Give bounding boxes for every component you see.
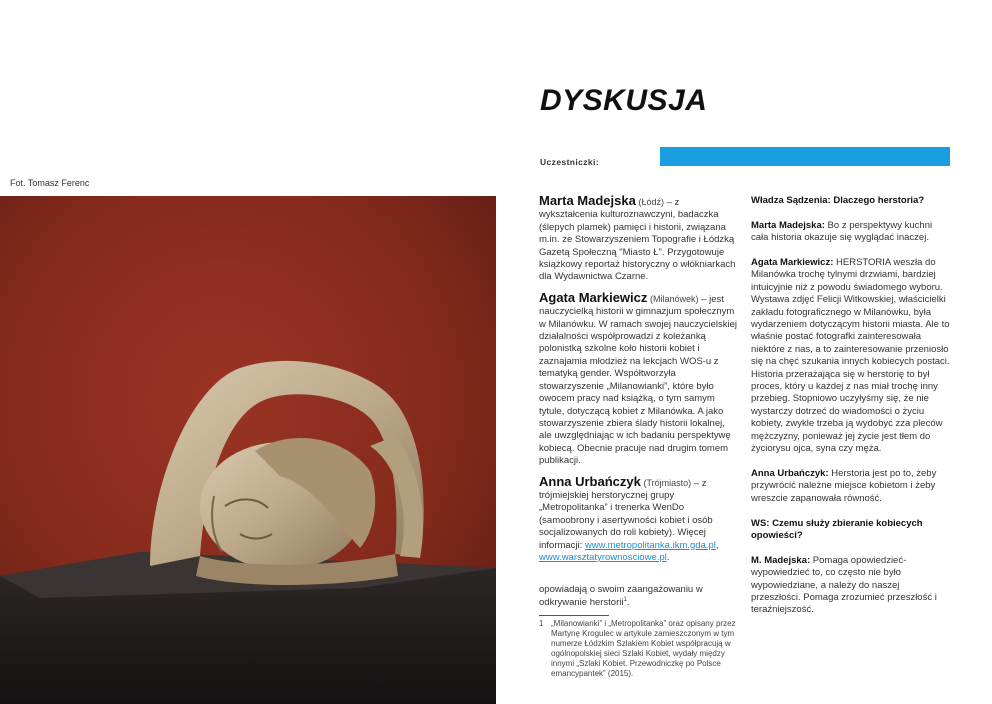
sculpture-photo [0, 196, 496, 704]
bio-marta-madejska [539, 195, 737, 284]
bio-text: – z trójmiejskiej herstorycznej grupy „Metropolitanka” i trenerka WenDo (samoobrony i asertywności kobiet i osób socjalizowanych do roli kobiety). Więcej informacji: [539, 477, 713, 551]
bio-city: (Milanówek) [650, 293, 699, 304]
discussion-paragraph [751, 518, 951, 543]
answer-text: Herstoria jest po to, żeby przywrócić należne miejsce kobietom i żeby wreszcie zapanowała równość. [751, 467, 937, 504]
bio-name: Marta Madejska [539, 193, 636, 208]
speaker: Agata Markiewicz: [751, 257, 834, 268]
footnote-rule [539, 615, 609, 616]
bio-agata-markiewicz [539, 289, 737, 468]
bio-name: Anna Urbańczyk [539, 473, 641, 489]
question-text: Czemu służy zbieranie kobiecych opowieści? [751, 517, 923, 541]
bio-text: – z wykształcenia kulturoznawczyni, badaczka (ślepych plamek) pamięci i historii, związana m.in. ze Stowarzyszeniem Topografie i Łódzką Gazetą Społeczną "Miasto Ł". Przygotowuje książkowy reportaż historyczny o włókniarkach dla Wydawnictwa Czarne. [539, 197, 736, 283]
participants-label: Uczestniczki: [540, 157, 600, 167]
bio-city: (Łódź) [638, 197, 664, 207]
discussion-paragraph [751, 195, 951, 207]
answer-text: Bo z perspektywy kuchni cała historia okazuje się wyglądać inaczej. [751, 219, 933, 244]
answer-text: Pomaga opowiedzieć-wypowiedzieć to, co często nie było wypowiedziane, a należy do naszej przeszłości. Pomaga zrozumieć przeszłość i teraźniejszość. [751, 554, 937, 616]
question-text: Dlaczego herstoria? [830, 195, 925, 206]
participants-column [539, 195, 737, 679]
footnote-ref[interactable]: 1 [623, 596, 627, 603]
warsztaty-link[interactable]: www.warsztatyrownosciowe.pl [539, 551, 667, 563]
closing-text: opowiadają o swoim zaangażowaniu w odkrywanie herstorii [539, 584, 703, 608]
article-title: DYSKUSJA [540, 84, 708, 117]
bio-text: – jest nauczycielką historii w gimnazjum społecznym w Milanówku. W ramach swojej nauczycielskiej działalności współprowadzi z koleżanką polonistką szkolne koło historii kobiet i zaznajamia młodzież na lekcjach WOS-u z tematyką gender. Współtworzyła stowarzyszenie „Milanowianki”, które było owocem pracy nad książką, o tym samym tytule, dotyczącą kobiet z Milanówka. A jako stowarzyszenie zbiera ślady historii lokalnej, ale uwzględniając w ich badaniu perspektywę kobiecą. Obecnie pracuje nad drugim tomem publikacji. [539, 293, 737, 467]
footnote [539, 619, 737, 679]
discussion-column [751, 195, 951, 629]
closing-end: . [626, 596, 630, 608]
speaker: M. Madejska: [751, 554, 811, 566]
answer-text: HERSTORIA weszła do Milanówka trochę tylnymi drzwiami, bardziej intuicyjnie niż z powodu świadomego wyboru. Wystawa zdjęć Felicji Witkowskiej, właścicielki zakładu fotograficznego w Milanówku, była wydarzeniem dotyczącym historii miasta. Ale to właśnie postać fotografki zainteresowała niektóre z nas, a to zainteresowanie przeniosło się na chęć szukania innych kobiecych postaci. Historia przerażająca się w herstorię to był proces, który u każdej z nas miał trochę inny przebieg. Stopniowo uczyłyśmy się, że nie wystarczy dotrzeć do wiadomości o życiu kobiety, zwykle trzeba ją wydobyć zza pleców mężczyzny, ponieważ jej życie jest tłem do życiorysu ojca, syna czy męża. [751, 257, 950, 455]
discussion-paragraph [751, 257, 951, 456]
bio-end: . [666, 551, 670, 563]
speaker: Władza Sądzenia: [751, 195, 831, 206]
footnote-text: „Milanowianki” i „Metropolitanka” oraz opisany przez Martynę Krogulec w artykule zamieszczonym w tym numerze Łódzkim Szlakiem Kobiet współpracują w ogólnopolskiej sieci Szlaki Kobiet, wydały między innymi „Szlaki Kobiet. Przewodniczkę po Polsce emancypantek” (2015). [551, 619, 736, 679]
accent-bar [660, 147, 950, 166]
speaker: WS: [751, 517, 770, 529]
bio-name: Agata Markiewicz [539, 289, 648, 305]
metropolitanka-link[interactable]: www.metropolitanka.ikm.gda.pl [584, 539, 716, 551]
discussion-paragraph [751, 468, 951, 505]
closing-sentence [539, 584, 737, 609]
speaker: Anna Urbańczyk: [751, 467, 829, 479]
photo-credit: Fot. Tomasz Ferenc [10, 178, 90, 188]
footnote-number: 1 [539, 619, 544, 629]
bio-anna-urbanczyk [539, 473, 737, 565]
discussion-paragraph [751, 220, 951, 245]
speaker: Marta Madejska: [751, 219, 825, 231]
discussion-paragraph [751, 555, 951, 617]
link-separator: , [715, 539, 719, 551]
bio-city: (Trójmiasto) [643, 477, 692, 488]
